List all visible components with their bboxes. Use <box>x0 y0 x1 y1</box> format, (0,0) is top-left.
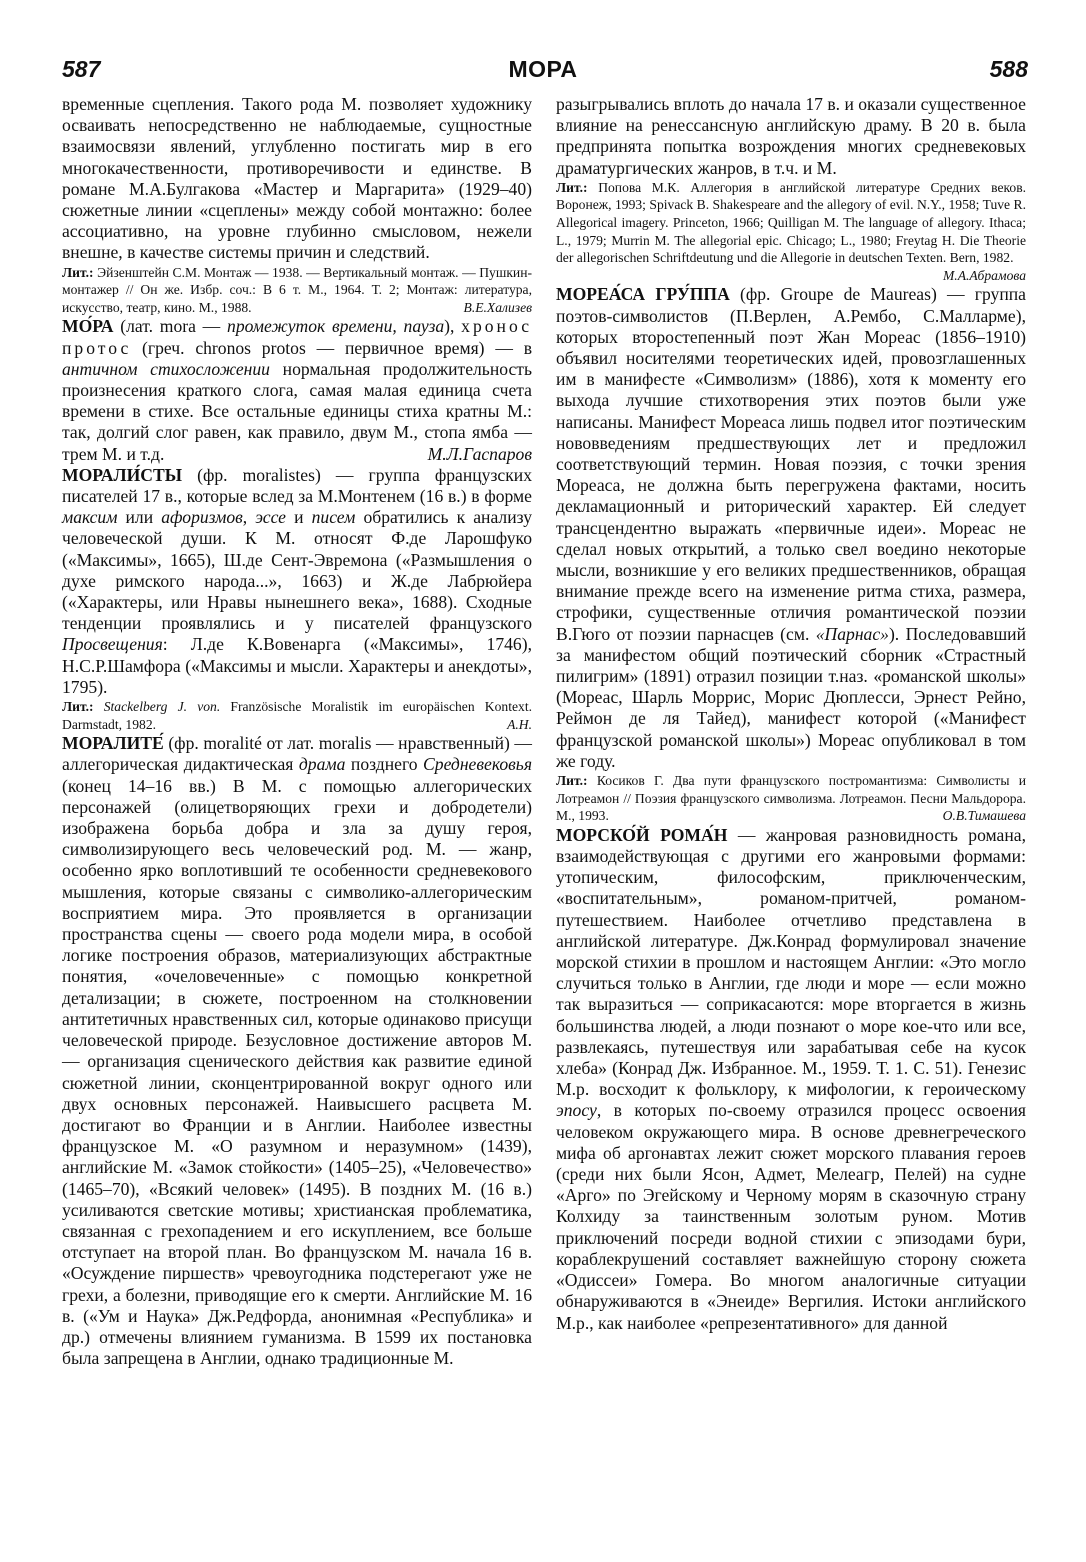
continued-text: временные сцепления. Такого рода М. позволяет художнику осваивать непосредственно не наблюдаемые, сущностные взаимосвязи явлений, углубленно постигать мир в его многокачественности, противоречивости и единстве. В романе М.А.Булгакова «Мастер и Маргарита» (1929–40) сюжетные линии «сцеплены» между собой монтажно: более ассоциативно, на уровне глубинно смысловом, нежели внешне, в качестве системы причин и следствий. <box>62 94 532 263</box>
article-author: М.А.Абрамова <box>942 267 1026 283</box>
article-author: А.Н. <box>507 716 532 732</box>
headword: МОРАЛИТЕ́ <box>62 733 164 754</box>
right-column <box>556 94 1026 1334</box>
page-number-right: 588 <box>989 56 1028 82</box>
entry-mora: МО́РА (лат. mora — промежуток времени, пауза), хронос протос (греч. chronos protos — первичное время) — в античном стихосложении нормальная продолжительность произнесения краткого слога, самая малая единица счета времени в стихе. Все остальные единицы стиха кратны М.: так, долгий слог равен, как правило, двум М., стопа ямба — трем М. и т.д. М.Л.Гаспаров <box>62 316 533 464</box>
article-author: В.Е.Хализев <box>463 299 532 315</box>
headword: МОРАЛИ́СТЫ <box>62 464 183 485</box>
lit-text: Попова М.К. Аллегория в английской литературе Средних веков. Воронеж, 1993; Spivack B. Shakespeare and the allegory of evil. N.Y., 1958; Tuve R. Allegorical imagery. Princeton, 1966; Quilligan M. The language of allegory. Ithaca; L., 1979; Murrin M. The allegorial epic. Chicago; L., 1980; Freytag H. Die Theorie der allegorischen Schriftdeutung und die Allegorie in deutschen Texten. Bern, 1982. <box>556 179 1027 266</box>
spaced-term: хронос протос <box>62 316 533 358</box>
entry-moreas-group: МОРЕА́СА ГРУ́ППА (фр. Groupe de Maureas) — группа поэтов-символистов (П.Верлен, А.Рембо, С.Малларме), которых второстепенный поэт Жан Мореас (1856–1910) объявил носителями теоретических идей, провозглашенных им в манифесте «Символизм» (1886), хотя к моменту его выхода лучшие стихотворения этих поэтов были уже написаны. Манифест Мореаса лишь подвел итог поэтическим нововведениям предшествующих лет и предложил соответствующий термин. Новая поэзия, с точки зрения Мореаса, не должна быть перегружена фактами, носить декламационный и риторический характер. Ей следует трансцендентно выражать «первичные идеи». Мореас не сделал новых открытий, а только свел воедино некоторые мысли, возникшие у его великих предшественников, обращая внимание прежде всего на изменение ритма стиха, размера, строфики, существенные отличия романтической поэзии В.Гюго от поэзии парнасцев (см. «Парнас»). Последовавший за манифестом общий поэтический сборник «Страстный пилигрим» (1891) отразил позиции т.наз. «романской школы» (Мореас, Шарль Моррис, Морис Дюплесси, Эрнест Рейно, Реймон де ля Тайед), манифест которой («Манифест французской романской школы») Мореас опубликовал в том же году. <box>556 284 1026 771</box>
running-head: МОРА <box>508 56 578 82</box>
bibliography: Лит.: Косиков Г. Два пути французского постромантизма: Символисты и Лотреамон // Поэзия французского символизма. Лотреамон. Песни Мальдорора. М., 1993. О.В.Тимашева <box>556 773 1026 824</box>
headword: МОРЕА́СА ГРУ́ППА <box>556 284 730 305</box>
article-author: М.Л.Гаспаров <box>427 443 532 464</box>
headword: МО́РА <box>62 316 114 337</box>
left-column <box>62 94 532 1369</box>
lit-label: Лит.: <box>556 179 588 195</box>
headword: МОРСКО́Й РОМА́Н <box>556 824 728 845</box>
lit-label: Лит.: <box>62 699 94 715</box>
bibliography <box>62 264 532 317</box>
bibliography <box>556 179 1027 283</box>
bibliography: Лит.: Stackelberg J. von. Französische Moralistik im europäischen Kontext. Darmstadt, 1982. А.Н. <box>62 699 532 732</box>
entry-moralisty: МОРАЛИ́СТЫ (фр. moralistes) — группа французских писателей 17 в., которые вслед за М.Монтенем (16 в.) в форме максим или афоризмов, эссе и писем обратились к анализу человеческой души. К М. относят Ф.де Ларошфуко («Максимы», 1665), Ш.де Сент-Эвремона («Размышления о духе римского народа...», 1663) и Ж.де Лабрюйера («Характеры, или Нравы нынешнего века», 1688). Сходные тенденции проявлялись и у писателей французского Просвещения: Л.де К.Вовенарга («Максимы», 1746), Н.С.Р.Шамфора («Максимы и мысли. Характеры и анекдоты», 1795). <box>62 464 532 697</box>
lit-label: Лит.: <box>62 264 94 280</box>
lit-label: Лит.: <box>556 773 588 789</box>
page-number-left: 587 <box>62 56 101 82</box>
lit-text: Эйзенштейн С.М. Монтаж — 1938. — Вертикальный монтаж. — Пушкин-монтажер // Он же. Избр. соч.: В 6 т. М., 1964. Т. 2; Монтаж: литература, искусство, театр, кино. М., 1988. <box>62 264 532 315</box>
entry-moralite: МОРАЛИТЕ́ (фр. moralité от лат. moralis — нравственный) — аллегорическая дидактическая драма позднего Средневековья (конец 14–16 вв.) В М. с помощью аллегорических персонажей (олицетворяющих грехи и добродетели) изображена борьба добра и зла за душу героя, символизирующего весь человеческий род. М. — жанр, особенно ярко воплотивший те особенности средневекового мышления, которые связаны с символико-аллегорическим восприятием мира. Это проявляется в организации пространства сцены — своего рода модели мира, в особой логике построения образов, материализующих абстрактные понятия, «очеловеченные» с помощью конкретной детализации; в сюжете, построенном на столкновении антитетичных нравственных сил, которые одинаково присущи человеческой природе. Безусловное достижение авторов М. — организация сценического действия как развитие единой сюжетной линии, сконцентрированной вокруг одного или двух основных персонажей. Наивысшего расцвета М. достигают во Франции и в Англии. Наиболее известны французское М. «О разумном и неразумном» (1439), английские М. «Замок стойкости» (1405–25), «Человечество» (1465–70), «Всякий человек» (1495). В поздних М. (16 в.) усиливаются светские мотивы; христианская проблематика, связанная с грехопадением и его искуплением, все больше отступает на второй план. Во французском М. начала 16 в. «Осуждение пиршеств» чревоугодника подстерегают уже не грехи, а болезни, приводящие его к смерти. Английские М. 16 в. («Ум и Наука» Дж.Редфорда, анонимная «Республика» и др.) отмечены влиянием гуманизма. В 1599 их постановка была запрещена в Англии, однако традиционные М. <box>62 733 532 1369</box>
entry-sea-novel: МОРСКО́Й РОМА́Н — жанровая разновидность романа, взаимодействующая с другими его жанровыми формами: утопическим, философским, приключенческим, «воспитательным», романом-притчей, романом-путешествием. Наиболее отчетливо представлена в английской литературе. Дж.Конрад формулировал значение морской стихии в прошлом и настоящем Англии: «Это могло случиться только в Англии, где люди и море — если можно так выразиться — соприкасаются: море вторгается в жизнь большинства людей, а люди познают о море кое-что или все, развлекаясь, путешествуя или зарабатывая себе на кусок хлеба» (Конрад Дж. Избранное. М., 1959. Т. 1. С. 51). Генезис М.р. восходит к фольклору, к мифологии, к героическому эпосу, в которых по-своему отразился процесс освоения человеком окружающего мира. В основе древнегреческого мифа об аргонавтах лежит сюжет морского плавания героев (среди них были Ясон, Адмет, Мелеагр, Пелей) на судне «Арго» по Эгейскому и Черному морям в сказочную страну Колхиду за таинственным золотым руном. Мотив приключений посреди водной стихии с эпизодами бури, кораблекрушений составляет важнейшую сторону сюжета «Одиссеи» Гомера. Во многом аналогичные ситуации обнаруживаются в «Энеиде» Вергилия. Истоки английского М.р., как наиболее «репрезентативного» для данной <box>556 824 1026 1333</box>
continued-text: разыгрывались вплоть до начала 17 в. и оказали существенное влияние на ренессансную английскую драму. В 20 в. была предпринята попытка возрождения многих средневековых драматургических жанров, в т.ч. и М. <box>556 94 1026 178</box>
article-author: О.В.Тимашева <box>942 808 1026 824</box>
